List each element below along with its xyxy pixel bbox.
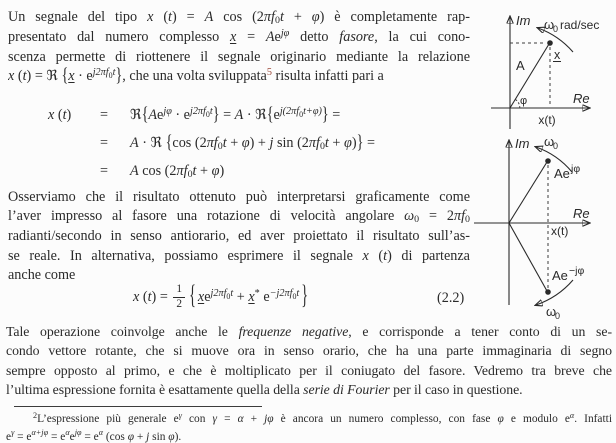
- equation-rhs: A · ℜ {cos (2πf0t + φ) + j sin (2πf0t + φ)} =: [130, 132, 375, 154]
- angular-speed-top-label: ω: [544, 134, 555, 149]
- paragraph-negative-frequencies: Tale operazione coinvolge anche le frequenze negative, e corrisponde a tener conto di un se- condo vettore rotante, che si muove ora in senso orario, che ha una parte immaginaria di segno sempre opposto al primo, e che è moltiplicato per il coniugato del fasore. Vedremo tra breve che l’ultima espressione fornita è esattamente quella della serie di Fourier per il caso in questione.: [6, 324, 612, 397]
- equation-derivation: [48, 102, 375, 186]
- angular-speed-subscript: 0: [553, 24, 559, 34]
- positive-phasor-label-base: Ae: [554, 166, 570, 181]
- equation-lhs: [48, 158, 100, 186]
- phase-angle-label: φ: [520, 95, 528, 107]
- angular-speed-label: ω: [544, 17, 555, 32]
- equation-lhs: x (t): [48, 107, 72, 123]
- phasor-tip-dot: [547, 40, 553, 46]
- amplitude-label: A: [516, 58, 525, 73]
- angular-speed-bottom-subscript: 0: [555, 311, 561, 321]
- phasor-diagram-conjugate: [470, 131, 616, 326]
- rotation-arc-cw-icon: [536, 280, 573, 305]
- equation-row: [48, 130, 375, 158]
- negative-phasor-label-base: Ae: [552, 268, 568, 283]
- phasor-diagram-rotating: [470, 3, 616, 131]
- re-axis-label: Re: [573, 91, 590, 106]
- im-axis-label: Im: [515, 136, 530, 151]
- paragraph-observation: Osserviamo che il risultato ottenuto può interpretarsi graficamente come l’aver impresso al fasore una rotazione di velocità angolare ω0 = 2πf0 radianti/secondo in senso antiorario, ed aver proiettato il risultato sull’as- se reale. In alternativa, possiamo esprimere il segnale x (t) di partenza anche come: [8, 189, 470, 283]
- rate-unit-label: rad/sec: [560, 18, 600, 32]
- phasor-diagram-conjugate-svg: [470, 131, 616, 326]
- equation-rhs: $ℜ\{Ae^{j\varphi} \cdot e^{j2\pi f}0^t\} = A$ · $ℜ\{e^{j(2\pi f}0^{t+\varphi)}\}$ =: [130, 104, 341, 126]
- equation-rhs: A cos (2πf0t + φ): [130, 163, 225, 181]
- equation-2-2: x (t) = $\frac{1}{2}$ { $xe^{j2\pi f}0^t + x^*$ $e^{-j2\pi f}0^t$ }: [133, 280, 309, 312]
- angular-speed-top-subscript: 0: [553, 141, 559, 151]
- equals-sign: =: [100, 135, 109, 151]
- phasor-vector: [510, 44, 549, 108]
- phasor-label: x: [554, 48, 561, 62]
- angular-speed-bottom-label: ω: [546, 304, 557, 319]
- re-axis-label: Re: [573, 206, 590, 221]
- equation-lhs: [48, 130, 100, 158]
- phasor-diagram-rotating-svg: [470, 3, 616, 131]
- paragraph-intro: Un segnale del tipo x (t) = A cos (2πf0t + φ) è completamente rap- presentato dal numero complesso $x = Ae^{j\varphi}$ detto fasore, la cui cono- scenza permette di riottenere il segnale originario mediante la relazione x (t) = ℜ $\{x \cdot e^{j2\pi f}0^t\}$, che una volta sviluppata$^5$ risulta infatti pari a: [8, 9, 470, 87]
- negative-phasor-label-exponent: −jφ: [569, 265, 585, 277]
- equals-sign: =: [100, 163, 109, 179]
- footnote-rule: [14, 406, 262, 407]
- positive-frequency-vector: [509, 162, 547, 223]
- footnote: $^2$L’espressione più generale $e^\gamma$ con γ = α + jφ è ancora un numero complesso, con fase φ e modulo $e^\alpha$. Infatti $e^\gamma = e^{\alpha+j\varphi} = e^\alpha e^{j\varphi} = e^\alpha$ (cos φ + j sin φ).: [6, 410, 612, 443]
- negative-frequency-vector: [509, 223, 547, 291]
- projection-label: x(t): [538, 113, 556, 127]
- negative-vector-tip-dot: [545, 289, 551, 295]
- equation-number: (2.2): [437, 290, 465, 306]
- equals-sign: =: [100, 107, 109, 123]
- equation-row: [48, 102, 375, 130]
- im-axis-label: Im: [516, 13, 531, 28]
- positive-phasor-label-exponent: jφ: [571, 163, 581, 175]
- projection-label: x(t): [551, 224, 569, 238]
- equation-row: [48, 158, 375, 186]
- positive-vector-tip-dot: [545, 158, 551, 164]
